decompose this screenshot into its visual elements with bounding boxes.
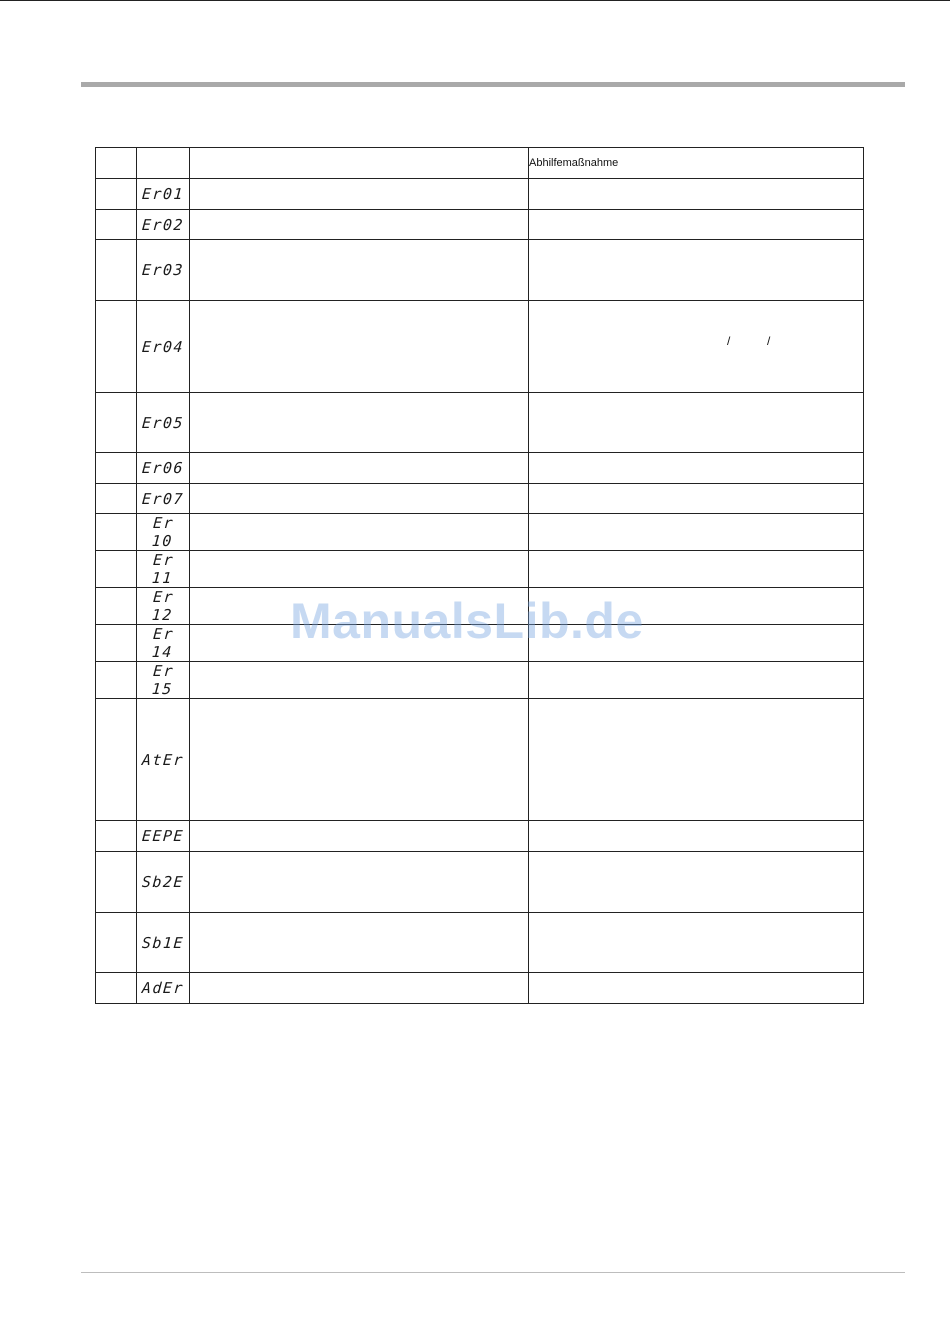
error-code: Er 11 (151, 551, 175, 587)
table-row (96, 210, 864, 240)
error-code: Sb1E (141, 933, 185, 952)
error-code: Er04 (141, 337, 185, 356)
table-row (96, 821, 864, 852)
error-code: AtEr (141, 750, 185, 769)
table-row (96, 699, 864, 821)
table-row (96, 240, 864, 301)
table-row (96, 484, 864, 514)
table-row (96, 852, 864, 913)
table-row (96, 588, 864, 625)
table-header-row (96, 148, 864, 179)
error-code: Er 14 (151, 625, 175, 661)
watermark: ManualsLib.de (290, 593, 644, 649)
error-code: Er06 (141, 459, 185, 477)
table-row (96, 551, 864, 588)
table-row (96, 973, 864, 1004)
table-row (96, 662, 864, 699)
table-row (96, 913, 864, 973)
header-number-cell (96, 148, 137, 179)
table-row (96, 393, 864, 453)
error-code: EEPE (141, 827, 185, 845)
error-code: Er01 (141, 185, 185, 203)
footer-rule (81, 1272, 905, 1273)
table-row (96, 301, 864, 393)
error-code: Er 10 (151, 514, 175, 550)
section-heading-bar (81, 82, 905, 87)
error-code: Er 12 (151, 588, 175, 624)
error-code-table (95, 147, 864, 1004)
header-remedy-cell: Abhilfemaßnahme (529, 148, 864, 179)
table-row (96, 453, 864, 484)
remedy-slash-2: / (767, 334, 771, 348)
table-row (96, 625, 864, 662)
remedy-slash-1: / (727, 334, 731, 348)
error-code: Er05 (141, 413, 185, 432)
error-code: Er03 (141, 261, 185, 279)
error-code: Er 15 (151, 662, 175, 698)
table-row (96, 179, 864, 210)
table-row (96, 514, 864, 551)
header-cause-cell (190, 148, 529, 179)
error-code: Sb2E (141, 873, 185, 891)
error-code: Er07 (141, 489, 185, 508)
error-code: AdEr (141, 979, 185, 997)
error-code: Er02 (141, 215, 185, 234)
top-rule (0, 0, 950, 1)
header-code-cell (137, 148, 190, 179)
